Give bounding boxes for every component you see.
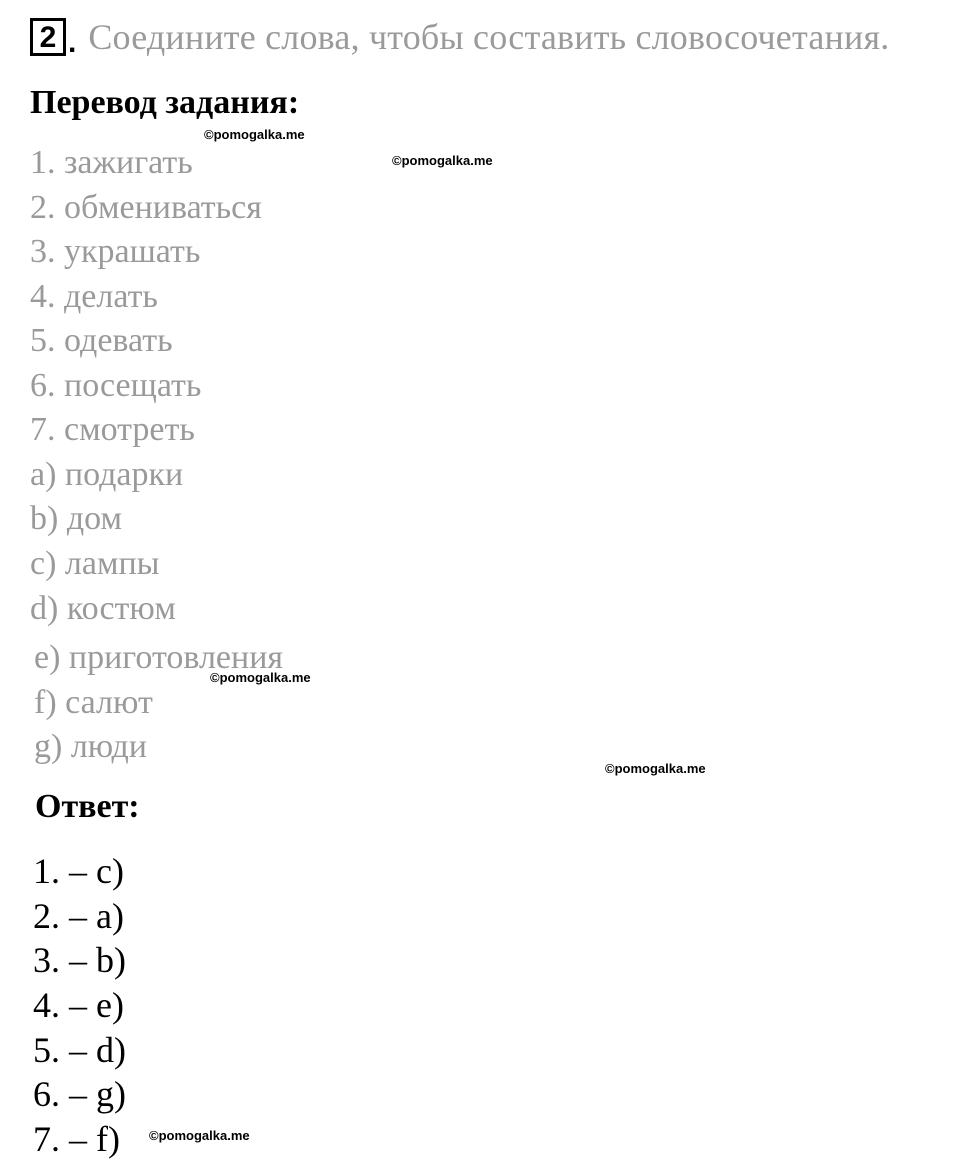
task-instruction: Соедините слова, чтобы составить словосочетания. [88, 17, 890, 57]
answer-item: 2. – a) [33, 896, 124, 936]
translation-item: f) салют [34, 684, 153, 721]
translation-item: d) костюм [30, 590, 176, 627]
task-header [30, 17, 890, 59]
watermark: ©pomogalka.me [392, 153, 493, 168]
task-number-suffix: . [68, 26, 77, 59]
translation-item: c) лампы [30, 545, 160, 582]
translation-item: 4. делать [30, 278, 158, 315]
watermark: ©pomogalka.me [605, 761, 706, 776]
translation-item: g) люди [34, 728, 147, 765]
answer-item: 1. – c) [33, 851, 124, 891]
translation-heading: Перевод задания: [30, 84, 300, 121]
translation-item: b) дом [30, 500, 122, 537]
answer-heading: Ответ: [35, 788, 140, 825]
answer-item: 4. – e) [33, 985, 124, 1025]
translation-item: 3. украшать [30, 233, 201, 270]
answer-item: 6. – g) [33, 1074, 126, 1114]
answer-item: 5. – d) [33, 1030, 126, 1070]
task-number-badge: 2 [30, 18, 66, 56]
translation-item: 6. посещать [30, 367, 202, 404]
translation-item: 1. зажигать [30, 144, 193, 181]
watermark: ©pomogalka.me [204, 127, 305, 142]
translation-item: 5. одевать [30, 322, 173, 359]
watermark: ©pomogalka.me [149, 1128, 250, 1143]
watermark: ©pomogalka.me [210, 670, 311, 685]
answer-item: 7. – f) [33, 1119, 120, 1159]
translation-item: e) приготовления [34, 639, 284, 676]
translation-item: 2. обмениваться [30, 189, 262, 226]
translation-item: a) подарки [30, 456, 184, 493]
answer-item: 3. – b) [33, 940, 126, 980]
translation-item: 7. смотреть [30, 411, 195, 448]
